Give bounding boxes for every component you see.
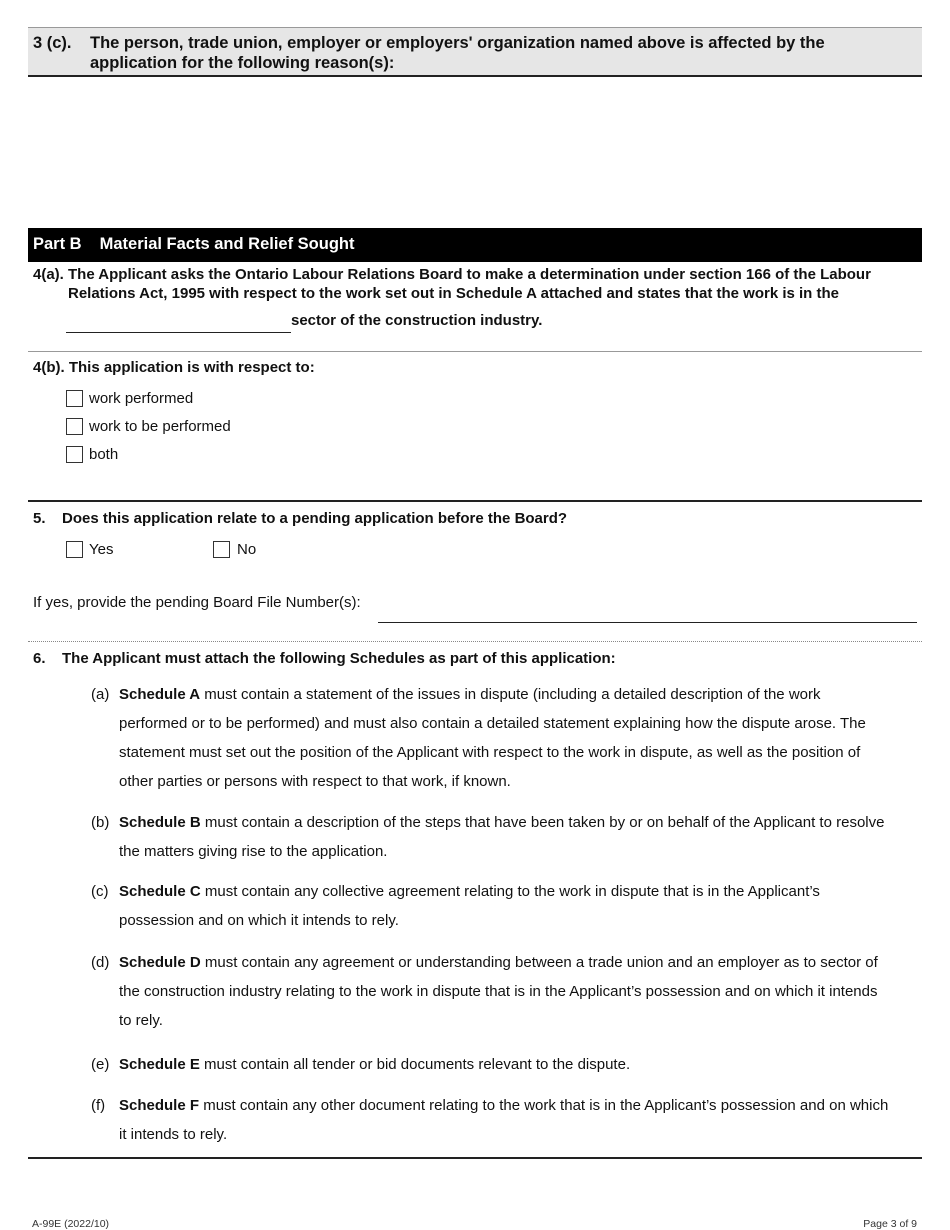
reason-answer-area[interactable] [28, 80, 922, 225]
schedule-text: must contain any collective agreement relating to the work in dispute that is in the Applicant’s [200, 883, 820, 900]
file-number-prompt: If yes, provide the pending Board File Number(s): [33, 594, 361, 611]
schedule-text: must contain all tender or bid documents relevant to the dispute. [199, 1056, 631, 1073]
part-b-header [28, 228, 922, 262]
part-label: Part B [33, 235, 82, 253]
sector-input[interactable] [66, 312, 291, 333]
schedule-item [91, 808, 921, 866]
schedule-name: Schedule F [119, 1097, 200, 1114]
question-number: 3 (c). [33, 34, 72, 52]
question-4b-title: 4(b). This application is with respect to: [33, 359, 315, 376]
question-6-number: 6. [33, 650, 46, 667]
checkbox-work-to-be-performed[interactable] [66, 418, 83, 435]
checkbox-yes[interactable] [66, 541, 83, 558]
schedule-name: Schedule B [119, 814, 201, 831]
divider [28, 500, 922, 502]
schedule-text: must contain a statement of the issues in dispute (including a detailed description of the work [200, 686, 821, 703]
schedule-text: it intends to rely. [119, 1126, 228, 1143]
schedule-text: to rely. [119, 1012, 163, 1029]
schedule-label: (f) [91, 1097, 106, 1114]
schedule-text: possession and on which it intends to rely. [119, 912, 399, 929]
question-text: The person, trade union, employer or employers' organization named above is affected by the application for the following reason(s): [90, 34, 825, 72]
schedule-label: (e) [91, 1056, 110, 1073]
question-6-title: The Applicant must attach the following Schedules as part of this application: [62, 650, 616, 667]
option-label: work to be performed [89, 418, 231, 435]
option-label: work performed [89, 390, 194, 407]
divider [28, 351, 922, 352]
schedule-name: Schedule E [119, 1056, 200, 1073]
schedule-text: must contain a description of the steps that have been taken by or on behalf of the Applicant to resolve [200, 814, 885, 831]
schedule-label: (b) [91, 814, 110, 831]
schedule-name: Schedule C [119, 883, 201, 900]
schedule-text: the matters giving rise to the application. [119, 843, 388, 860]
checkbox-no[interactable] [213, 541, 230, 558]
schedule-label: (a) [91, 686, 110, 703]
schedule-item [91, 948, 921, 1035]
schedule-text: other parties or persons with respect to that work, if known. [119, 773, 511, 790]
schedule-item [91, 680, 921, 796]
schedule-text: performed or to be performed) and must also contain a detailed statement explaining how the dispute arose. The [119, 715, 866, 732]
part-title: Material Facts and Relief Sought [99, 235, 355, 253]
schedule-text: statement must set out the position of the Applicant with respect to the work in dispute, as well as the position of [119, 744, 861, 761]
question-4a-suffix: sector of the construction industry. [291, 312, 543, 329]
file-number-input[interactable] [378, 600, 917, 623]
schedule-name: Schedule D [119, 954, 201, 971]
divider [28, 1157, 922, 1159]
no-label: No [237, 541, 257, 558]
checkbox-work-performed[interactable] [66, 390, 83, 407]
form-id: A-99E (2022/10) [32, 1218, 110, 1230]
checkbox-both[interactable] [66, 446, 83, 463]
question-5-number: 5. [33, 510, 46, 527]
question-4a-line1: 4(a). The Applicant asks the Ontario Labour Relations Board to make a determination under section 166 of the Labour [33, 266, 871, 283]
question-4a-line2: Relations Act, 1995 with respect to the work set out in Schedule A attached and states that the work is in the [68, 285, 839, 302]
yes-label: Yes [89, 541, 114, 558]
schedule-text: the construction industry relating to the work in dispute that is in the Applicant’s possession and on which it intends [119, 983, 878, 1000]
divider [28, 641, 922, 642]
option-label: both [89, 446, 119, 463]
schedule-label: (d) [91, 954, 110, 971]
schedule-item [91, 1091, 921, 1149]
question-3c-header [28, 27, 922, 77]
question-5-text: Does this application relate to a pending application before the Board? [62, 510, 568, 527]
schedule-item [91, 1050, 921, 1079]
schedule-text: must contain any other document relating to the work that is in the Applicant’s possession and on which [199, 1097, 889, 1114]
schedule-label: (c) [91, 883, 109, 900]
page-number: Page 3 of 9 [863, 1218, 917, 1230]
schedule-name: Schedule A [119, 686, 201, 703]
schedule-item [91, 877, 921, 935]
schedule-text: must contain any agreement or understanding between a trade union and an employer as to sector of [200, 954, 878, 971]
